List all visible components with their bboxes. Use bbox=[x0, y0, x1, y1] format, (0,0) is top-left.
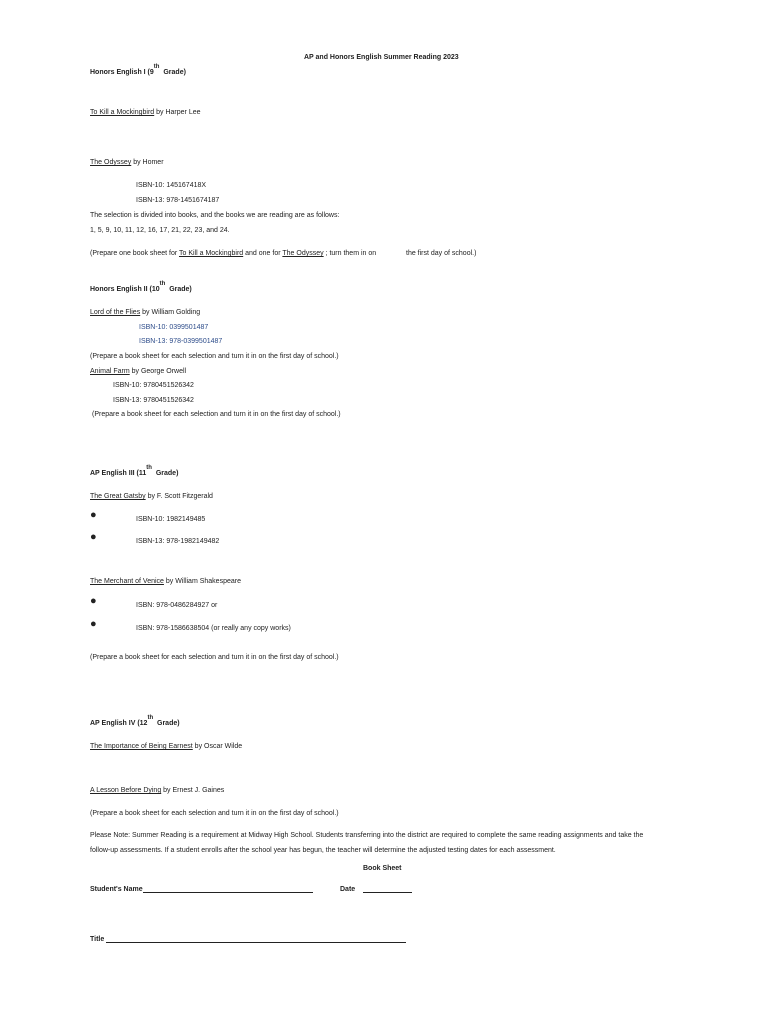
note-line-2: follow-up assessments. If a student enrolls after the school year has begun, the teacher will determine the adjusted testing dates for each assessment. bbox=[90, 847, 556, 854]
book-entry: A Lesson Before Dying by Ernest J. Gaines bbox=[90, 787, 225, 794]
isbn-13: ISBN-13: 978-1451674187 bbox=[136, 197, 220, 204]
book-title: Lord of the Flies bbox=[90, 309, 141, 316]
book-title: The Great Gatsby bbox=[90, 493, 146, 500]
bullet-icon: ● bbox=[90, 509, 97, 521]
date-blank bbox=[363, 892, 412, 893]
book-title: The Importance of Being Earnest bbox=[90, 743, 193, 750]
bullet-icon: ● bbox=[90, 595, 97, 607]
prep-instructions: (Prepare one book sheet for To Kill a Mockingbird and one for The Odyssey ; turn them in on bbox=[90, 250, 377, 257]
student-name-field bbox=[90, 886, 313, 893]
isbn-13: ISBN-13: 9780451526342 bbox=[113, 397, 194, 404]
student-name-blank bbox=[143, 892, 313, 893]
selection-note: The selection is divided into books, and the books we are reading are as follows: bbox=[90, 212, 340, 219]
book-entry: To Kill a Mockingbird by Harper Lee bbox=[90, 109, 201, 116]
isbn-10: ISBN-10: 145167418X bbox=[136, 182, 207, 189]
prep-instructions-end: the first day of school.) bbox=[406, 250, 477, 257]
prep-instructions: (Prepare a book sheet for each selection and turn it in on the first day of school.) bbox=[90, 353, 339, 360]
section-heading-honors-1: Honors English I (9th Grade) bbox=[90, 64, 186, 76]
bullet-icon: ● bbox=[90, 618, 97, 630]
book-title: The Odyssey bbox=[90, 159, 132, 166]
book-title: Animal Farm bbox=[90, 368, 130, 375]
date-label: Date bbox=[340, 886, 356, 893]
book-entry: Animal Farm by George Orwell bbox=[90, 368, 187, 375]
student-name-label: Student's Name bbox=[90, 886, 143, 893]
prep-instructions: (Prepare a book sheet for each selection and turn it in on the first day of school.) bbox=[90, 654, 339, 661]
section-heading-ap-3: AP English III (11th Grade) bbox=[90, 465, 179, 477]
prep-instructions: (Prepare a book sheet for each selection and turn it in on the first day of school.) bbox=[92, 411, 341, 418]
isbn: ISBN: 978-1586638504 (or really any copy works) bbox=[136, 625, 291, 632]
book-sheet-heading: Book Sheet bbox=[363, 865, 402, 872]
section-heading-honors-2: Honors English II (10th Grade) bbox=[90, 281, 192, 293]
title-blank bbox=[106, 942, 406, 943]
isbn-10: ISBN-10: 0399501487 bbox=[139, 324, 209, 331]
date-field bbox=[340, 886, 412, 893]
books-list: 1, 5, 9, 10, 11, 12, 16, 17, 21, 22, 23, and 24. bbox=[90, 227, 230, 234]
isbn-13: ISBN-13: 978-1982149482 bbox=[136, 538, 220, 545]
section-heading-ap-4: AP English IV (12th Grade) bbox=[90, 715, 180, 727]
title-label: Title bbox=[90, 936, 105, 943]
isbn-10: ISBN-10: 1982149485 bbox=[136, 516, 206, 523]
isbn: ISBN: 978-0486284927 or bbox=[136, 602, 218, 609]
title-field bbox=[90, 936, 406, 943]
isbn-10: ISBN-10: 9780451526342 bbox=[113, 382, 194, 389]
prep-instructions: (Prepare a book sheet for each selection and turn it in on the first day of school.) bbox=[90, 810, 339, 817]
book-entry: The Odyssey by Homer bbox=[90, 159, 164, 166]
book-title: A Lesson Before Dying bbox=[90, 787, 162, 794]
bullet-icon: ● bbox=[90, 531, 97, 543]
book-entry: Lord of the Flies by William Golding bbox=[90, 309, 201, 316]
book-title: To Kill a Mockingbird bbox=[90, 109, 155, 116]
book-entry: The Merchant of Venice by William Shakespeare bbox=[90, 578, 241, 585]
book-title: The Merchant of Venice bbox=[90, 578, 164, 585]
book-entry: The Great Gatsby by F. Scott Fitzgerald bbox=[90, 493, 213, 500]
page-title: AP and Honors English Summer Reading 2023 bbox=[304, 54, 459, 61]
note-line-1: Please Note: Summer Reading is a requirement at Midway High School. Students transferring into the district are required to complete the same reading assignments and take the bbox=[90, 832, 644, 839]
isbn-13: ISBN-13: 978-0399501487 bbox=[139, 338, 223, 345]
book-entry: The Importance of Being Earnest by Oscar Wilde bbox=[90, 743, 243, 750]
